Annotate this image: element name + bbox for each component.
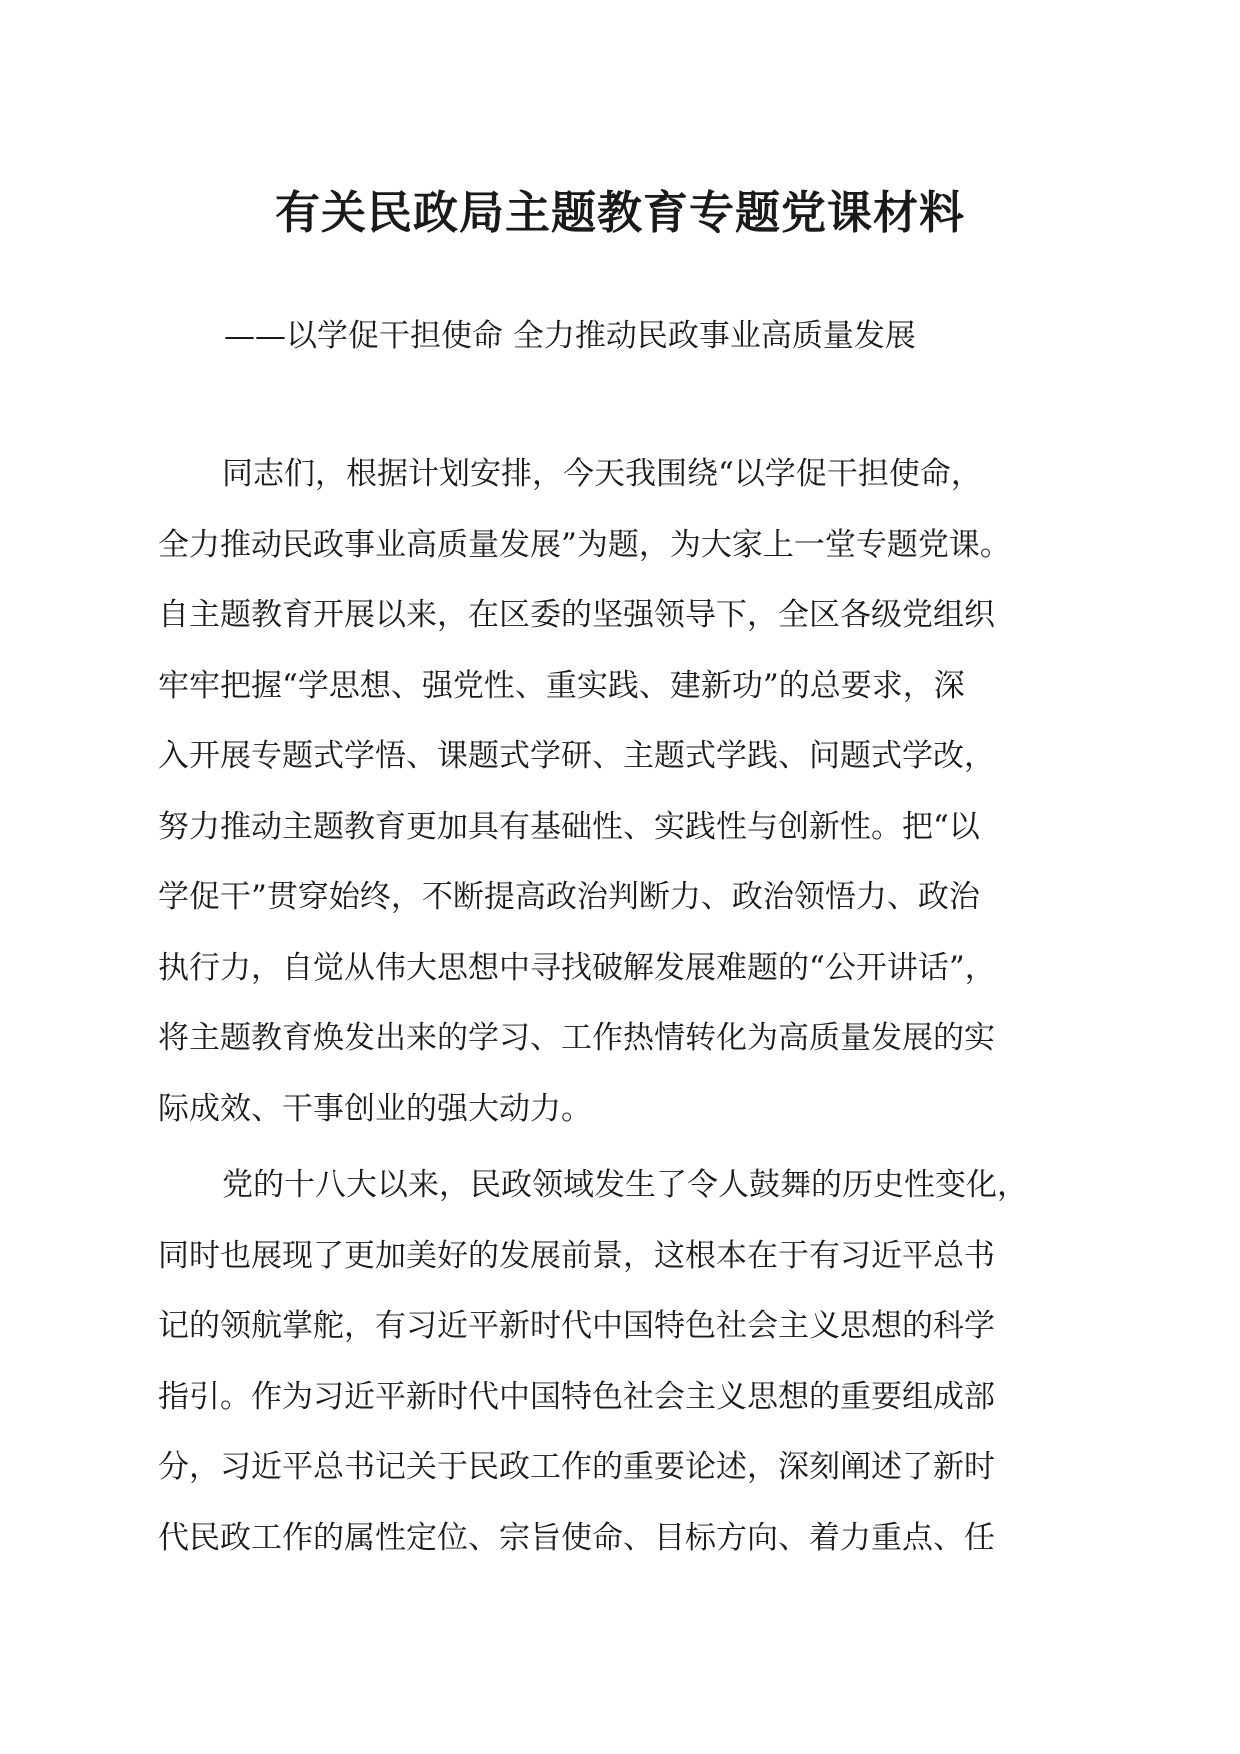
paragraph-line: 同志们，根据计划安排，今天我围绕“以学促干担使命， <box>222 456 982 492</box>
paragraph-2 <box>158 1163 1098 1586</box>
paragraph-line: 代民政工作的属性定位、宗旨使命、目标方向、着力重点、任 <box>158 1519 995 1556</box>
paragraph-1 <box>158 452 1098 1157</box>
paragraph-line: 全力推动民政事业高质量发展”为题，为大家上一堂专题党课。 <box>158 526 1011 563</box>
paragraph-line: 记的领航掌舵，有习近平新时代中国特色社会主义思想的科学 <box>158 1308 995 1344</box>
paragraph-line: 党的十八大以来，民政领域发生了令人鼓舞的历史性变化， <box>222 1167 1028 1203</box>
paragraph-line: 指引。作为习近平新时代中国特色社会主义思想的重要组成部 <box>158 1378 995 1415</box>
paragraph-line: 际成效、干事创业的强大动力。 <box>158 1090 592 1127</box>
paragraph-line: 努力推动主题教育更加具有基础性、实践性与创新性。把“以 <box>158 808 980 845</box>
paragraph-line: 将主题教育焕发出来的学习、工作热情转化为高质量发展的实 <box>158 1020 995 1056</box>
paragraph-line: 执行力，自觉从伟大思想中寻找破解发展难题的“公开讲话”， <box>158 949 996 986</box>
document-subtitle: ——以学促干担使命 全力推动民政事业高质量发展 <box>224 318 916 354</box>
paragraph-line: 学促干”贯穿始终，不断提高政治判断力、政治领悟力、政治 <box>158 879 980 915</box>
paragraph-line: 同时也展现了更加美好的发展前景，这根本在于有习近平总书 <box>158 1237 995 1274</box>
document-title: 有关民政局主题教育专题党课材料 <box>274 186 965 239</box>
paragraph-line: 牢牢把握“学思想、强党性、重实践、建新功”的总要求，深 <box>158 667 965 704</box>
paragraph-line: 分，习近平总书记关于民政工作的重要论述，深刻阐述了新时 <box>158 1449 995 1485</box>
paragraph-line: 自主题教育开展以来，在区委的坚强领导下，全区各级党组织 <box>158 597 995 633</box>
paragraph-line: 入开展专题式学悟、课题式学研、主题式学践、问题式学改， <box>158 738 995 774</box>
